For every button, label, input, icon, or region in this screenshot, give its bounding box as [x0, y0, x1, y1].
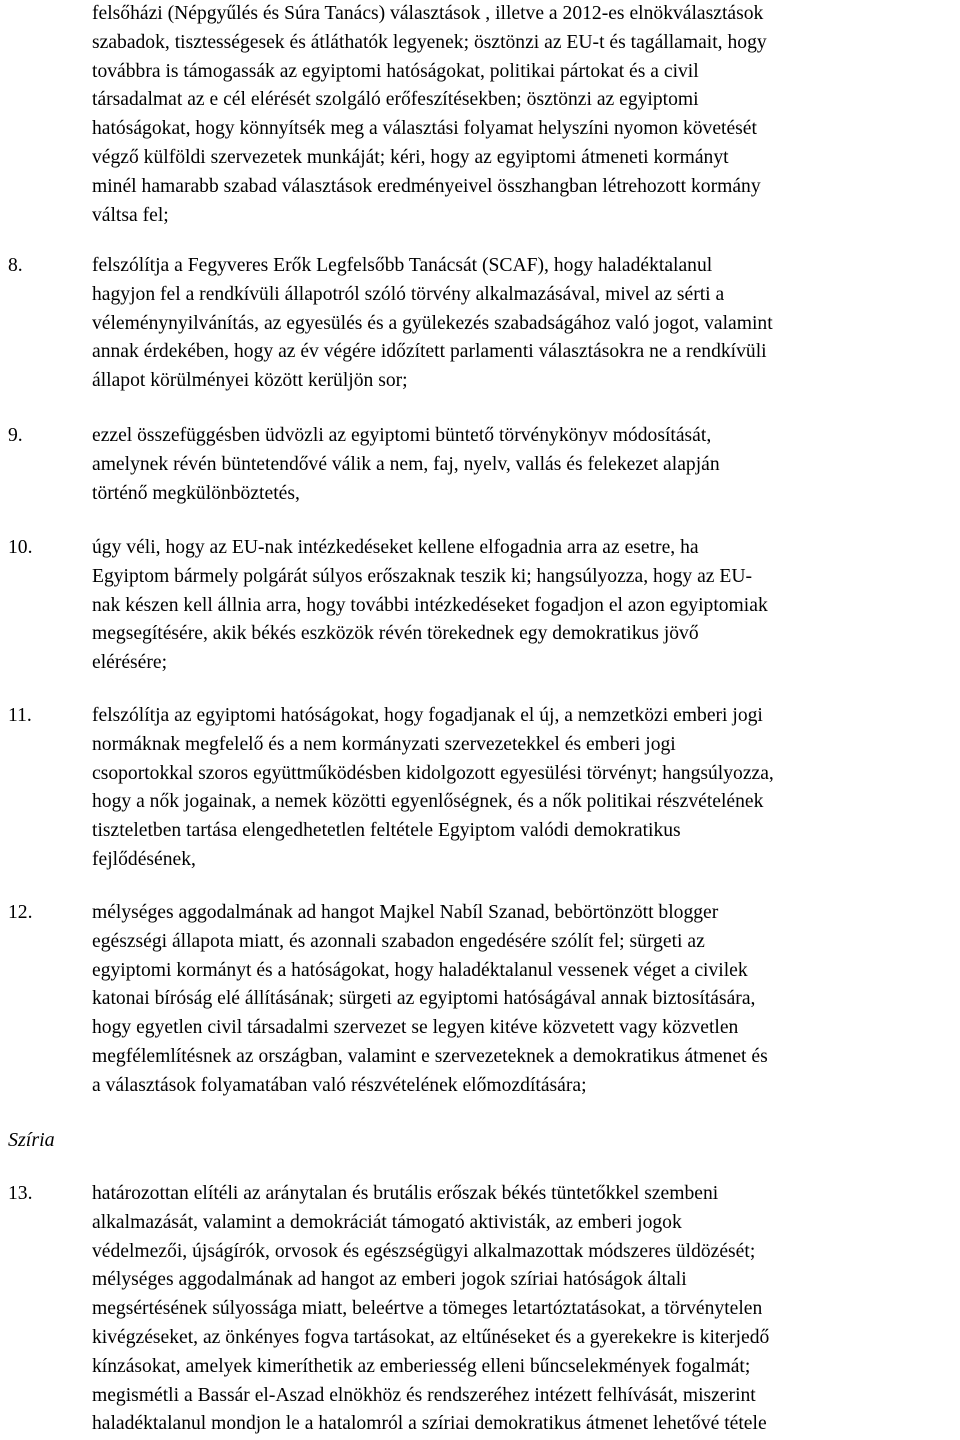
text-line: állapot körülményei között kerüljön sor;: [92, 370, 408, 392]
text-line: fejlődésének,: [92, 848, 196, 870]
text-line: mélységes aggodalmának ad hangot Majkel Nabíl Szanad, bebörtönzött blogger: [92, 902, 719, 923]
text-line: hogy a nők jogainak, a nemek közötti egyenlőségnek, és a nők politikai részvételének: [92, 791, 764, 813]
paragraph-number: 12.: [8, 902, 33, 923]
text-line: felszólítja a Fegyveres Erők Legfelsőbb Tanácsát (SCAF), hogy haladéktalanul: [92, 255, 713, 276]
text-line: megsegítésére, akik békés eszközök révén törekednek egy demokratikus jövő: [92, 623, 699, 645]
text-line: hagyjon fel a rendkívüli állapotról szóló törvény alkalmazásával, mivel az sérti a: [92, 283, 725, 305]
text-line: hogy egyetlen civil társadalmi szervezet se legyen kitéve közvetett vagy közvetlen: [92, 1017, 739, 1039]
text-line: a választások folyamatában való részvételének előmozdítására;: [92, 1074, 587, 1096]
text-line: véleménynyilvánítás, az egyesülés és a gyülekezés szabadságához való jogot, valamint: [92, 312, 773, 334]
text-line: kínzásokat, amelyek kimeríthetik az emberiesség elleni bűncselekmények fogalmát;: [92, 1355, 751, 1377]
text-line: felsőházi (Népgyűlés és Súra Tanács) választások , illetve a 2012-es elnökválasztások: [92, 3, 764, 24]
text-line: haladéktalanul mondjon le a hatalomról a szíriai demokratikus átmenet lehetővé tétele: [92, 1413, 767, 1435]
paragraph-text: [92, 422, 958, 508]
text-line: megsértésének súlyossága miatt, beleértve a tömeges letartóztatásokat, a törvénytelen: [92, 1298, 763, 1320]
text-line: továbbra is támogassák az egyiptomi hatóságokat, politikai pártokat és a civil: [92, 60, 699, 82]
text-line: mélységes aggodalmának ad hangot az emberi jogok szíriai hatóságok általi: [92, 1269, 687, 1291]
paragraph-number: 9.: [8, 425, 23, 446]
text-line: határozottan elítéli az aránytalan és brutális erőszak békés tüntetőkkel szembeni: [92, 1183, 719, 1204]
text-line: felszólítja az egyiptomi hatóságokat, hogy fogadjanak el új, a nemzetközi emberi jogi: [92, 705, 763, 726]
section-heading: Szíria: [8, 1129, 55, 1151]
text-line: amelynek révén büntetendővé válik a nem, faj, nyelv, vallás és felekezet alapján: [92, 453, 720, 475]
text-line: annak érdekében, hogy az év végére időzített parlamenti választásokra ne a rendkívüli: [92, 341, 767, 363]
text-line: alkalmazását, valamint a demokráciát támogató aktivisták, az emberi jogok: [92, 1211, 682, 1233]
text-line: történő megkülönböztetés,: [92, 482, 300, 504]
paragraph-number: 11.: [8, 705, 32, 726]
paragraph-text: [92, 534, 958, 678]
text-line: hatóságokat, hogy könnyítsék meg a választási folyamat helyszíni nyomon követését: [92, 118, 757, 140]
text-line: katonai bíróság elé állításának; sürgeti az egyiptomi hatóságával annak biztosítására,: [92, 988, 756, 1010]
text-line: normáknak megfelelő és a nem kormányzati szervezetekkel és emberi jogi: [92, 733, 676, 755]
text-line: minél hamarabb szabad választások eredményeivel összhangban létrehozott kormány: [92, 175, 761, 197]
text-line: védelmezői, újságírók, orvosok és egészségügyi alkalmazottak módszeres üldözését;: [92, 1240, 756, 1262]
paragraph-text: [92, 252, 958, 396]
text-line: szabadok, tisztességesek és átláthatók legyenek; ösztönzi az EU-t és tagállamait, hogy: [92, 31, 767, 53]
text-line: ezzel összefüggésben üdvözli az egyiptomi büntető törvénykönyv módosítását,: [92, 425, 712, 446]
paragraph-text: [92, 702, 958, 875]
text-line: úgy véli, hogy az EU-nak intézkedéseket kellene elfogadnia arra az esetre, ha: [92, 537, 699, 558]
text-line: tiszteletben tartása elengedhetetlen feltétele Egyiptom valódi demokratikus: [92, 820, 681, 842]
paragraph-text: [92, 1180, 958, 1439]
text-line: nak készen kell állnia arra, hogy további intézkedéseket fogadjon el azon egyiptomiak: [92, 594, 768, 616]
text-line: váltsa fel;: [92, 204, 169, 226]
paragraph-number: 8.: [8, 255, 23, 276]
paragraph-number: 13.: [8, 1183, 33, 1204]
text-line: elérésére;: [92, 652, 168, 674]
text-line: megismétli a Bassár el-Aszad elnökhöz és rendszeréhez intézett felhívását, miszerint: [92, 1384, 756, 1406]
paragraph-text: [92, 899, 958, 1101]
paragraph-text: [92, 0, 958, 230]
text-line: csoportokkal szoros együttműködésben kidolgozott egyesülési törvényt; hangsúlyozza,: [92, 762, 774, 784]
text-line: társadalmat az e cél elérését szolgáló erőfeszítésekben; ösztönzi az egyiptomi: [92, 89, 699, 111]
paragraph-number: 10.: [8, 537, 33, 558]
text-line: kivégzéseket, az önkényes fogva tartásokat, az eltűnéseket és a gyerekekre is kiterjedő: [92, 1326, 770, 1348]
text-line: Egyiptom bármely polgárát súlyos erőszaknak teszik ki; hangsúlyozza, hogy az EU-: [92, 565, 753, 587]
text-line: egyiptomi kormányt és a hatóságokat, hogy haladéktalanul vessenek véget a civilek: [92, 959, 748, 981]
text-line: végző külföldi szervezetek munkáját; kéri, hogy az egyiptomi átmeneti kormányt: [92, 146, 729, 168]
text-line: megfélemlítésnek az országban, valamint e szervezeteknek a demokratikus átmenet és: [92, 1045, 768, 1067]
text-line: egészségi állapota miatt, és azonnali szabadon engedésére szólít fel; sürgeti az: [92, 930, 705, 952]
